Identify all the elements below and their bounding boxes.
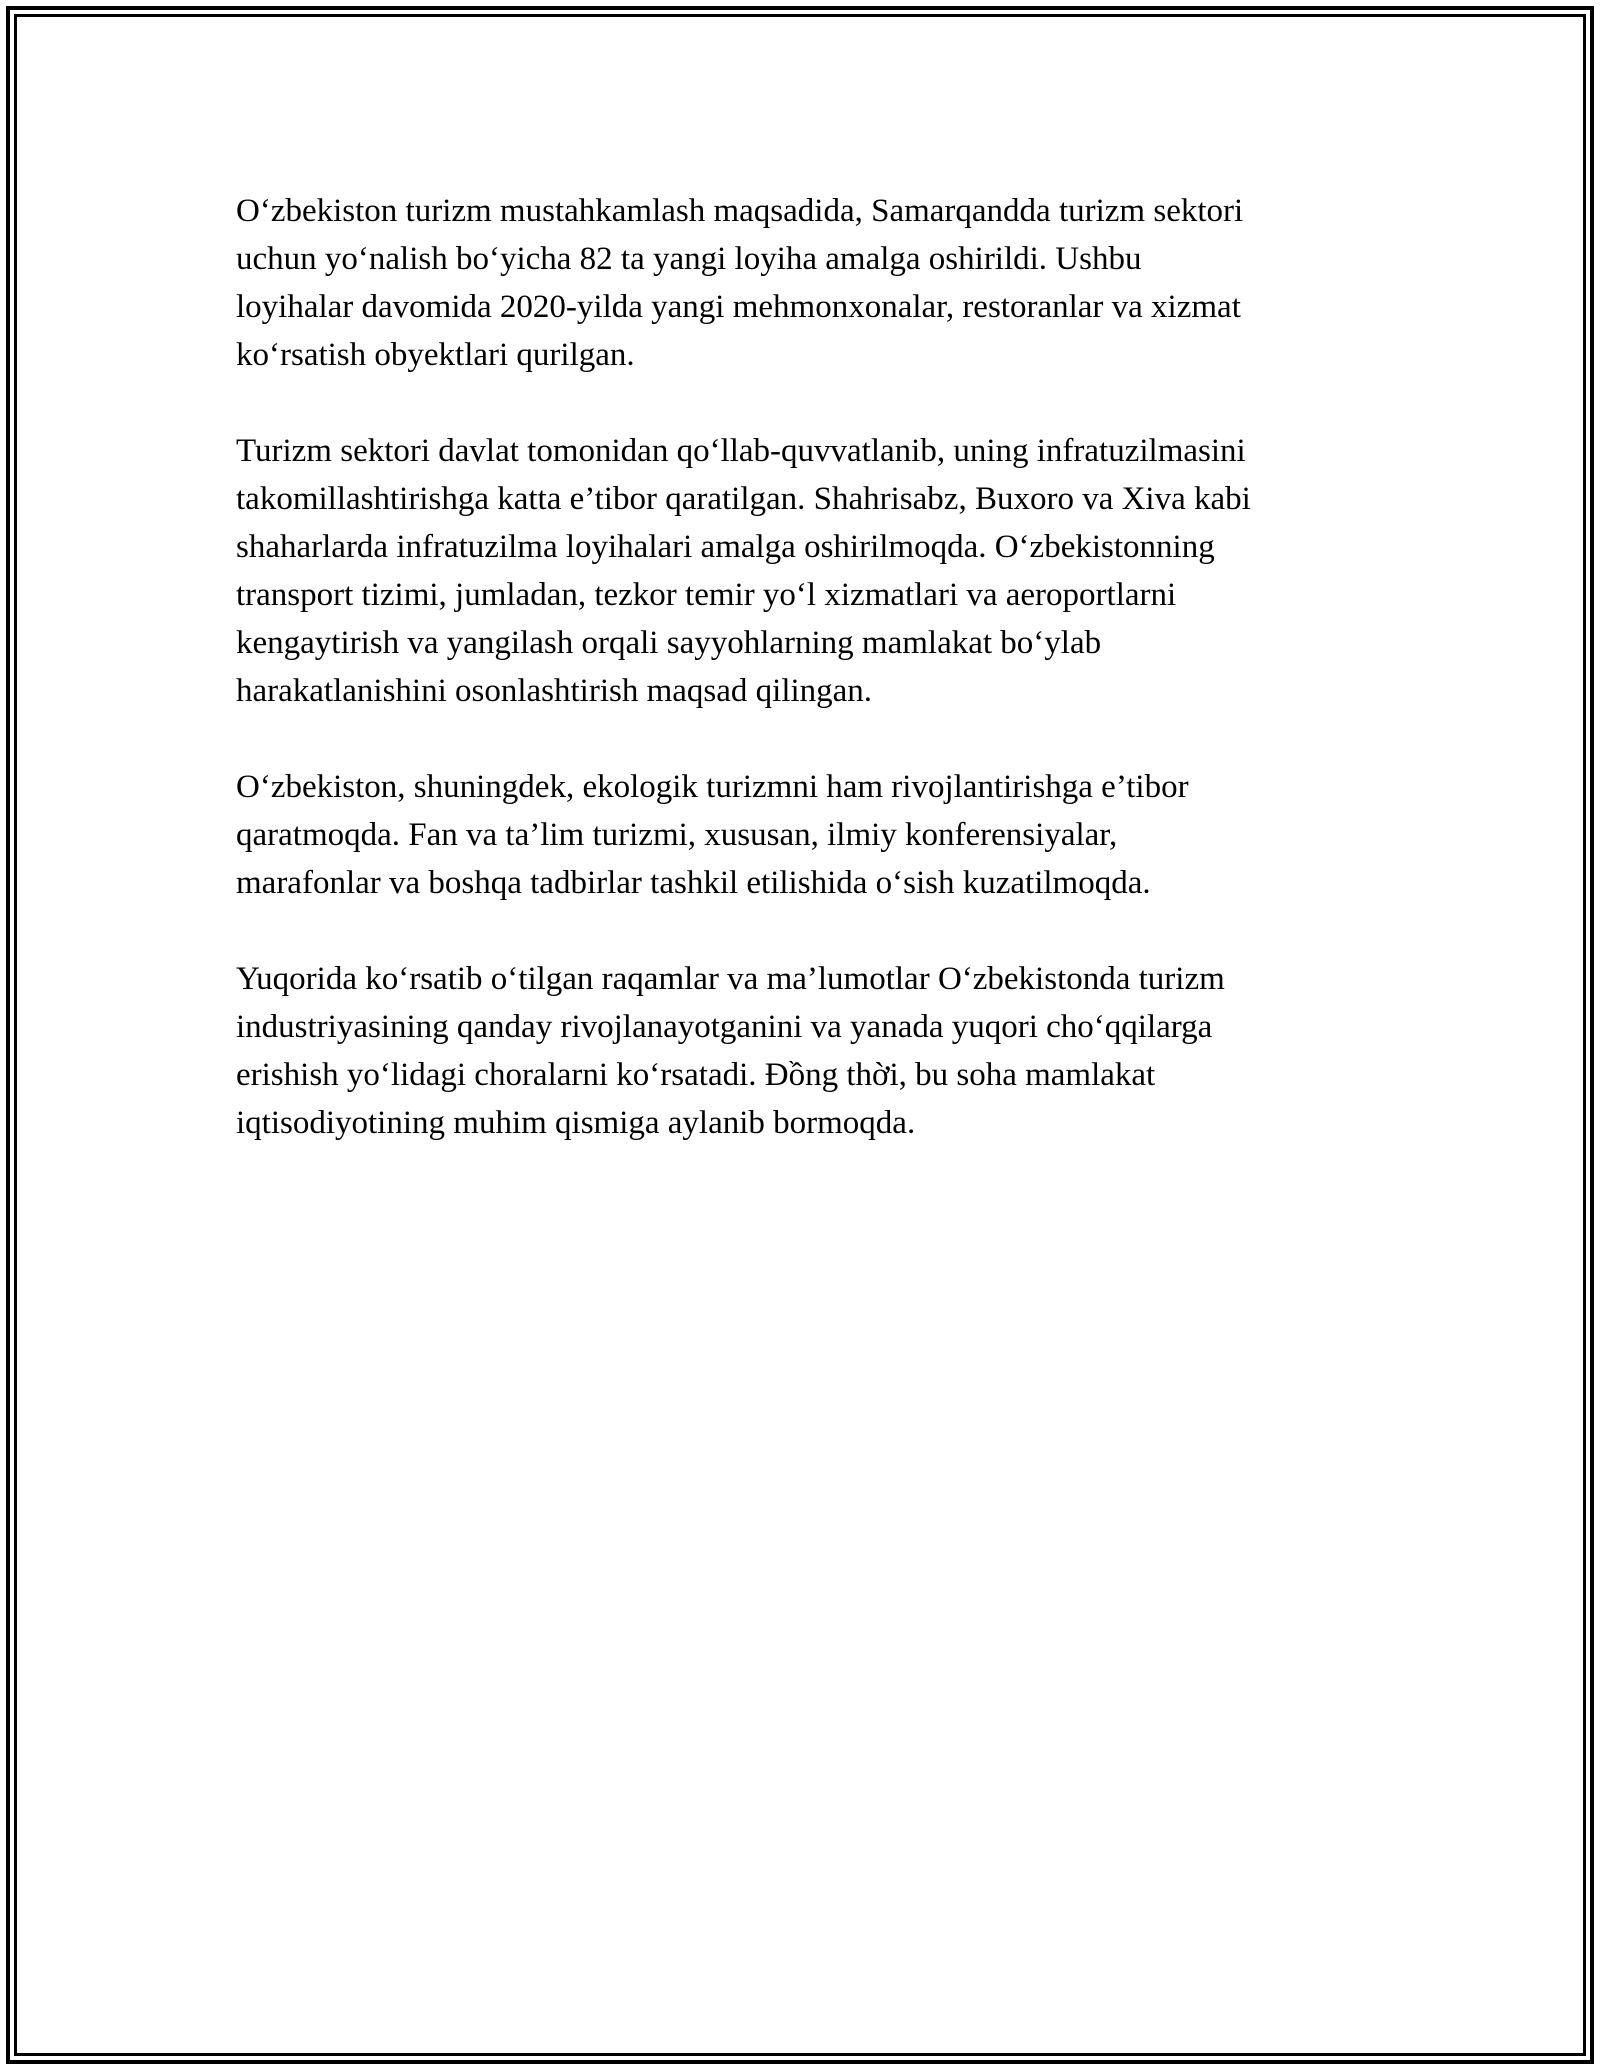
- paragraph-4: Yuqorida ko‘rsatib o‘tilgan raqamlar va ma’lumotlar O‘zbekistonda turizm industriyasining qanday rivojlanayotganini va yanada yuqori cho‘qqilarga erishish yo‘lidagi choralarni ko‘rsatadi. Đồng thời, bu soha mamlakat iqtisodiyotining muhim qismiga aylanib bormoqda.: [236, 961, 1225, 1141]
- paragraph-2: Turizm sektori davlat tomonidan qo‘llab-quvvatlanib, uning infratuzilmasini takomillashtirishga katta e’tibor qaratilgan. Shahrisabz, Buxoro va Xiva kabi shaharlarda infratuzilma loyihalari amalga oshirilmoqda. O‘zbekistonning transport tizimi, jumladan, tezkor temir yo‘l xizmatlari va aeroportlarni kengaytirish va yangilash orqali sayyohlarning mamlakat bo‘ylab harakatlanishini osonlashtirish maqsad qilingan.: [236, 433, 1251, 709]
- paragraph-3: O‘zbekiston, shuningdek, ekologik turizmni ham rivojlantirishga e’tibor qaratmoqda. Fan va ta’lim turizmi, xususan, ilmiy konferensiyalar, marafonlar va boshqa tadbirlar tashkil etilishida o‘sish kuzatilmoqda.: [236, 769, 1189, 901]
- paragraph-1: O‘zbekiston turizm mustahkamlash maqsadida, Samarqandda turizm sektori uchun yo‘nalish bo‘yicha 82 ta yangi loyiha amalga oshirildi. Ushbu loyihalar davomida 2020-yilda yangi mehmonxonalar, restoranlar va xizmat ko‘rsatish obyektlari qurilgan.: [236, 193, 1244, 373]
- document-body: [236, 187, 1366, 1195]
